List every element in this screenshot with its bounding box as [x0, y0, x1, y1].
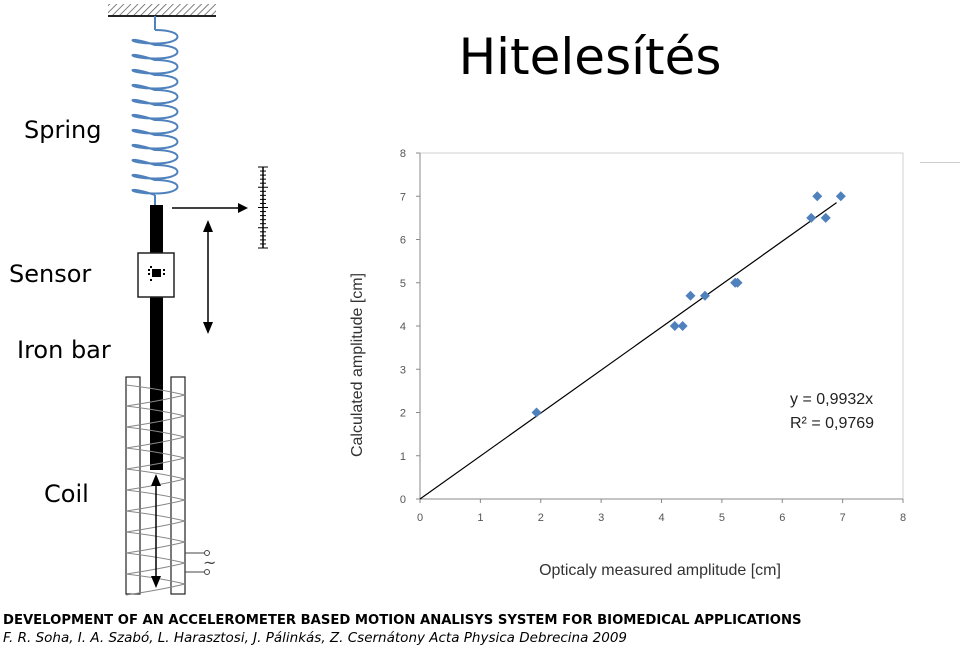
- paper-citation: F. R. Soha, I. A. Szabó, L. Harasztosi, J. Pálinkás, Z. Csernátony Acta Physica Debrecina 2009: [3, 630, 628, 646]
- scatter-chart: [340, 140, 950, 590]
- iron-bar-label: Iron bar: [17, 336, 111, 364]
- equation-label: y = 0,9932x: [790, 391, 874, 408]
- y-tick-label: 2: [399, 407, 406, 420]
- sensor-label: Sensor: [9, 260, 92, 288]
- coil-label: Coil: [44, 480, 89, 508]
- sensor-chip: [152, 269, 161, 277]
- y-tick-label: 5: [399, 277, 406, 290]
- x-tick-label: 7: [839, 512, 846, 524]
- y-axis-title: Calculated amplitude [cm]: [349, 272, 366, 458]
- y-tick-label: 1: [399, 450, 406, 463]
- measurement-ruler: [258, 167, 268, 248]
- pointer-arrowhead: [238, 203, 248, 213]
- spring-coil: [133, 30, 178, 195]
- x-tick-label: 8: [899, 512, 907, 524]
- x-tick-label: 3: [598, 512, 605, 524]
- x-tick-label: 4: [658, 512, 665, 524]
- x-tick-label: 5: [718, 512, 725, 524]
- coil-bobbin-left: [126, 377, 140, 594]
- x-tick-label: 0: [416, 512, 424, 524]
- spring-label: Spring: [24, 116, 102, 144]
- ac-symbol: ~: [203, 553, 217, 572]
- y-tick-label: 4: [399, 321, 406, 333]
- r-squared-label: R² = 0,9769: [790, 415, 875, 432]
- paper-title: DEVELOPMENT OF AN ACCELEROMETER BASED MOTION ANALISYS SYSTEM FOR BIOMEDICAL APPLICATIONS: [3, 613, 802, 628]
- x-tick-label: 2: [537, 512, 544, 524]
- apparatus-diagram: [0, 0, 340, 605]
- y-tick-label: 7: [399, 191, 406, 204]
- y-tick-group: [400, 148, 420, 506]
- y-tick-label: 0: [399, 494, 406, 506]
- decorative-divider: [920, 162, 960, 163]
- x-axis-title: Opticaly measured amplitude [cm]: [539, 562, 781, 579]
- x-tick-group: [417, 499, 906, 524]
- ceiling-mount: [108, 4, 216, 16]
- y-tick-label: 6: [399, 234, 406, 247]
- x-tick-label: 1: [477, 512, 484, 524]
- slide-title: Hitelesítés: [458, 28, 722, 86]
- y-tick-label: 3: [399, 364, 406, 377]
- x-tick-label: 6: [779, 512, 786, 524]
- y-tick-label: 8: [399, 148, 406, 160]
